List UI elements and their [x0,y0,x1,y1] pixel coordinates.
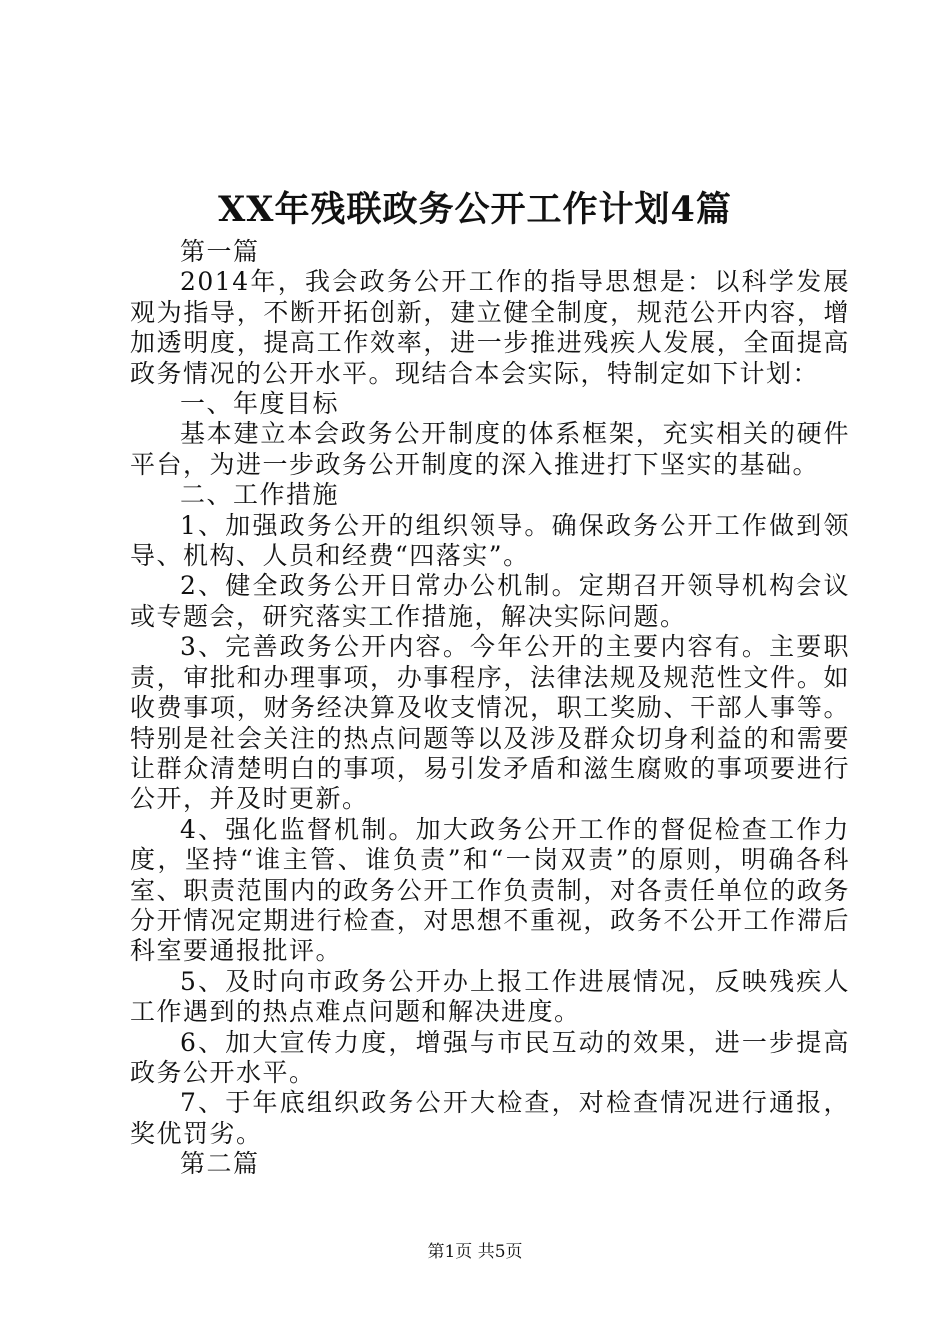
list-item: 5、及时向市政务公开办上报工作进展情况，反映残疾人工作遇到的热点难点问题和解决进度。 [130,966,850,1027]
section-heading: 第一篇 [180,237,260,266]
paragraph: 2014年，我会政务公开工作的指导思想是：以科学发展观为指导，不断开拓创新，建立健全制度，规范公开内容，增加透明度，提高工作效率，进一步推进残疾人发展，全面提高政务情况的公开水平。现结合本会实际，特制定如下计划： [130,267,850,388]
paragraph: 基本建立本会政务公开制度的体系框架，充实相关的硬件平台，为进一步政务公开制度的深入推进打下坚实的基础。 [130,419,850,479]
section-heading: 第二篇 [180,1149,260,1179]
section-heading: 一、年度目标 [180,389,340,419]
section-heading: 二、工作措施 [180,480,340,510]
list-item: 4、强化监督机制。加大政务公开工作的督促检查工作力度，坚持“谁主管、谁负责”和“一岗双责”的原则，明确各科室、职责范围内的政务公开工作负责制，对各责任单位的政务分开情况定期进行检查，对思想不重视，政务不公开工作滞后科室要通报批评。 [130,814,850,966]
document-body [130,237,850,1180]
page-number: 第1页 共5页 [427,1242,523,1262]
list-item: 2、健全政务公开日常办公机制。定期召开领导机构会议或专题会，研究落实工作措施，解决实际问题。 [130,571,850,631]
list-item: 7、于年底组织政务公开大检查，对检查情况进行通报，奖优罚劣。 [130,1088,850,1148]
list-item: 6、加大宣传力度，增强与市民互动的效果，进一步提高政务公开水平。 [130,1027,850,1087]
list-item: 3、完善政务公开内容。今年公开的主要内容有。主要职责，审批和办理事项，办事程序，法律法规及规范性文件。如收费事项，财务经决算及收支情况，职工奖励、干部人事等。特别是社会关注的热点问题等以及涉及群众切身利益的和需要让群众清楚明白的事项，易引发矛盾和滋生腐败的事项要进行公开，并及时更新。 [130,632,850,814]
document-title: XX年残联政务公开工作计划4篇 [218,189,732,230]
list-item: 1、加强政务公开的组织领导。确保政务公开工作做到领导、机构、人员和经费“四落实”。 [130,510,850,571]
